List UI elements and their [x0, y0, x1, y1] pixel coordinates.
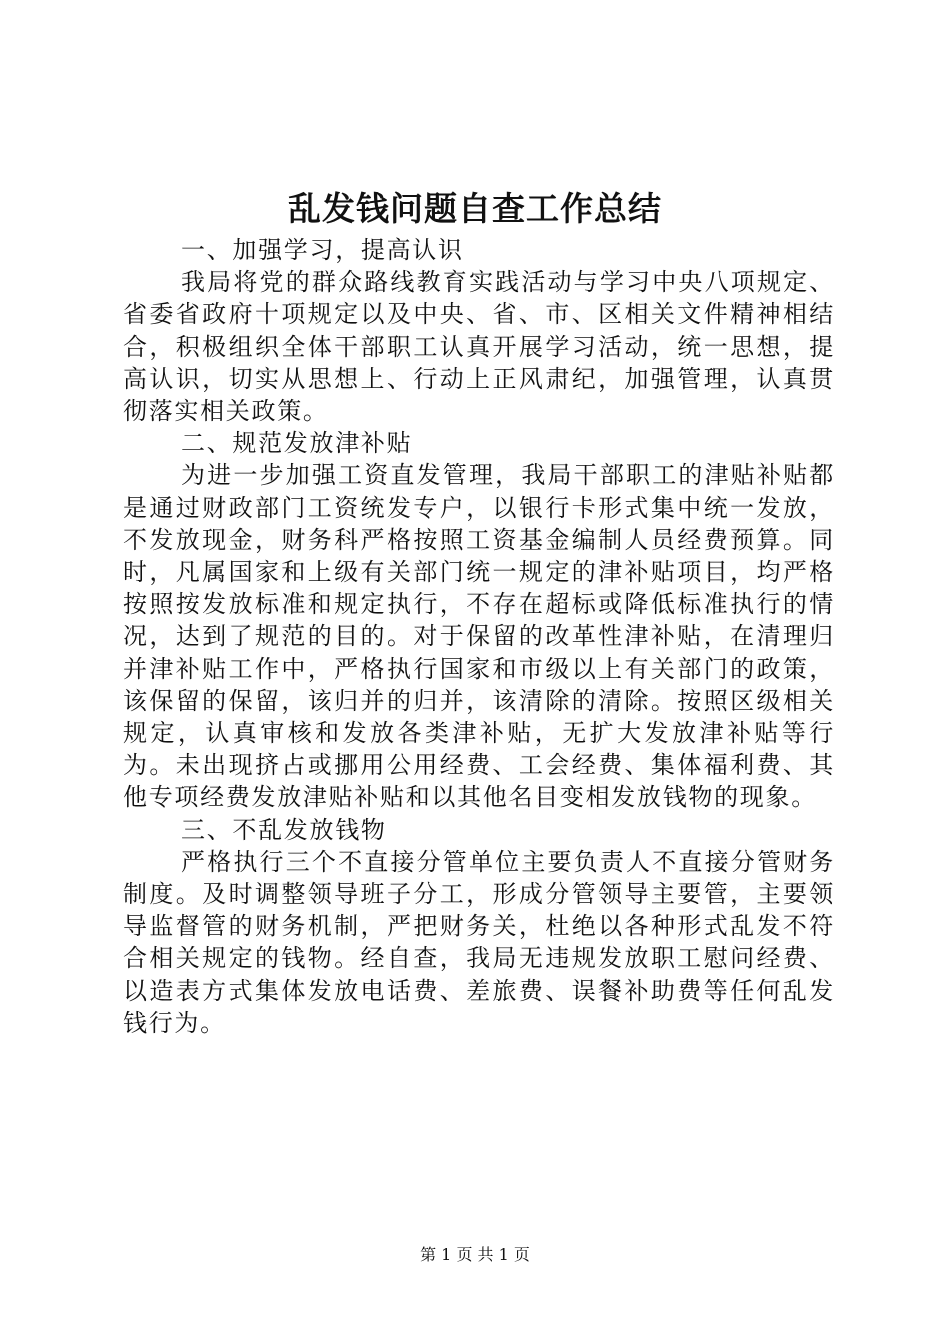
section-paragraph-3: 严格执行三个不直接分管单位主要负责人不直接分管财务制度。及时调整领导班子分工，形成分管领导主要管，主要领导监督管的财务机制，严把财务关，杜绝以各种形式乱发不符合相关规定的钱物。经自查，我局无违规发放职工慰问经费、以造表方式集体发放电话费、差旅费、误餐补助费等任何乱发钱行为。: [123, 847, 835, 1037]
section-heading-1: 一、加强学习，提高认识: [181, 236, 464, 264]
document-body: [123, 234, 835, 1039]
section-heading-3: 三、不乱发放钱物: [181, 815, 387, 844]
section-heading-2: 二、规范发放津补贴: [181, 429, 413, 458]
page-number-footer: 第 1 页 共 1 页: [420, 1245, 530, 1264]
section-paragraph-1: 我局将党的群众路线教育实践活动与学习中央八项规定、省委省政府十项规定以及中央、省、市、区相关文件精神相结合，积极组织全体干部职工认真开展学习活动，统一思想，提高认识，切实从思想上、行动上正风肃纪，加强管理，认真贯彻落实相关政策。: [123, 268, 835, 426]
document-title: 乱发钱问题自查工作总结: [288, 189, 662, 228]
section-paragraph-2: 为进一步加强工资直发管理，我局干部职工的津贴补贴都是通过财政部门工资统发专户，以银行卡形式集中统一发放，不发放现金，财务科严格按照工资基金编制人员经费预算。同时，凡属国家和上级有关部门统一规定的津补贴项目，均严格按照按发放标准和规定执行，不存在超标或降低标准执行的情况，达到了规范的目的。对于保留的改革性津补贴，在清理归并津补贴工作中，严格执行国家和市级以上有关部门的政策，该保留的保留，该归并的归并，该清除的清除。按照区级相关规定，认真审核和发放各类津补贴，无扩大发放津补贴等行为。未出现挤占或挪用公用经费、工会经费、集体福利费、其他专项经费发放津贴补贴和以其他名目变相发放钱物的现象。: [123, 461, 835, 812]
